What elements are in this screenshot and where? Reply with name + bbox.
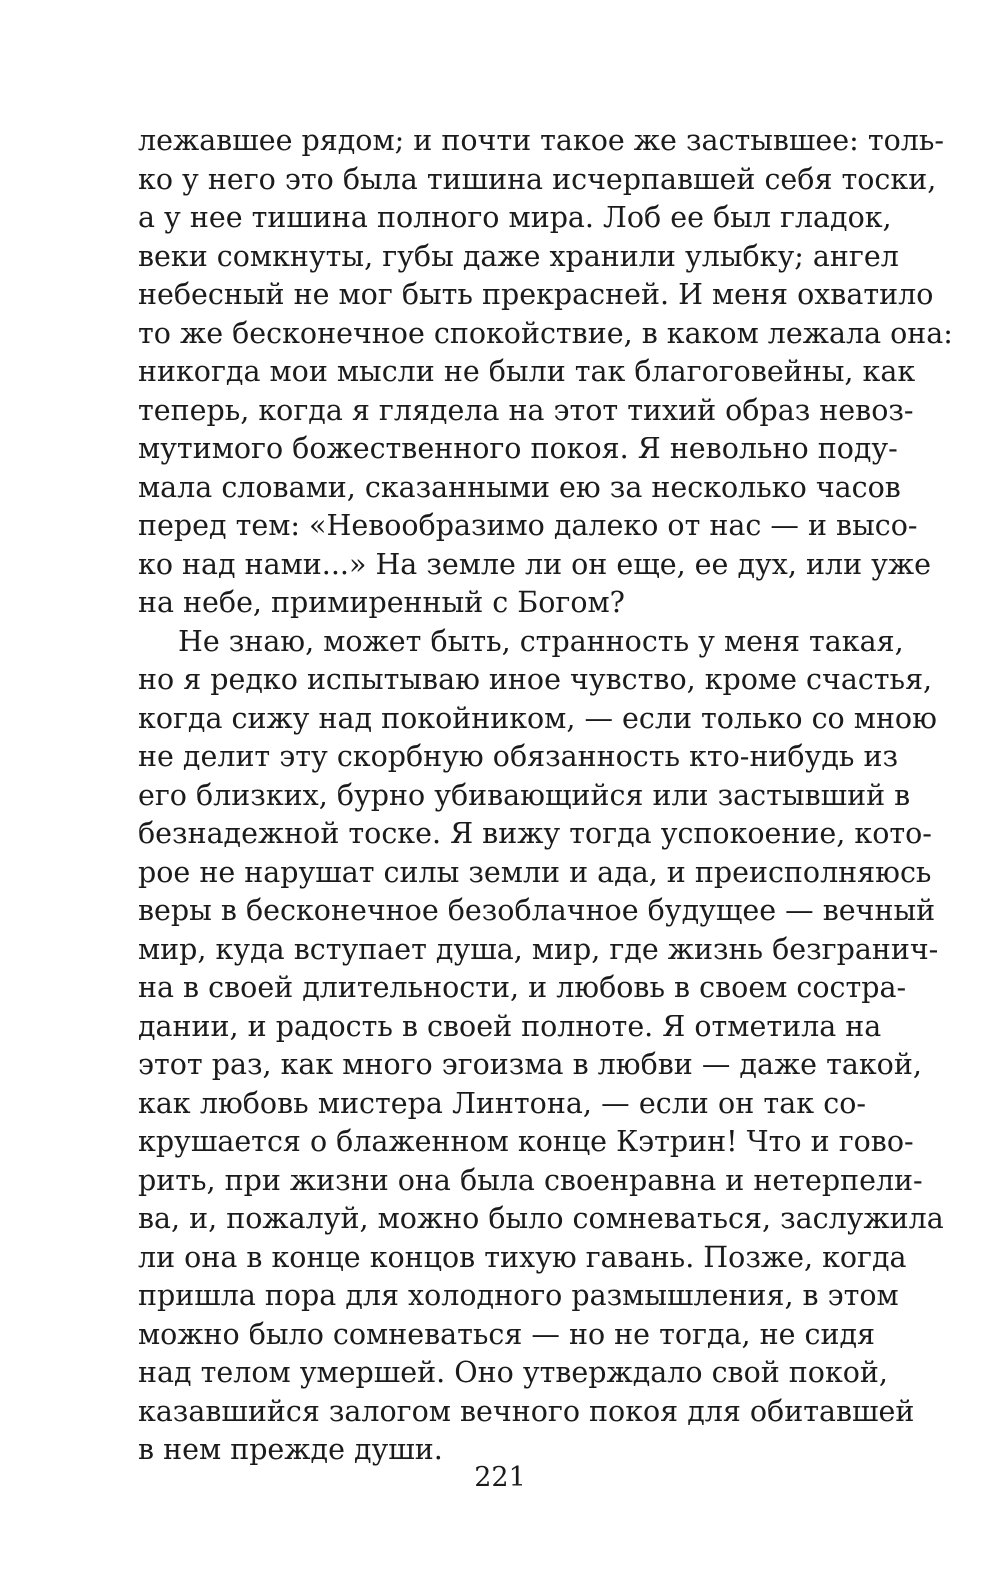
text-line: ко над нами...» На земле ли он еще, ее дух, или уже xyxy=(138,547,931,581)
text-line: не делит эту скорбную обязанность кто-нибудь из xyxy=(138,740,899,773)
text-line: его близких, бурно убивающийся или застывший в xyxy=(138,778,911,812)
text-line: в нем прежде души. xyxy=(138,1433,443,1466)
text-line: ко у него это была тишина исчерпавшей себя тоски, xyxy=(138,162,937,196)
text-line: пришла пора для холодного размышления, в этом xyxy=(138,1279,899,1312)
text-line: мала словами, сказанными ею за несколько часов xyxy=(138,470,901,504)
text-line: но я редко испытываю иное чувство, кроме счастья, xyxy=(138,663,933,696)
text-line: рое не нарушат силы земли и ада, и преисполняюсь xyxy=(138,855,932,889)
text-line: ва, и, пожалуй, можно было сомневаться, заслужила xyxy=(138,1202,944,1235)
text-line: то же бесконечное спокойствие, в каком лежала она: xyxy=(138,316,953,350)
text-line: когда сижу над покойником, — если только со мною xyxy=(138,701,937,735)
text-line: веки сомкнуты, губы даже хранили улыбку; ангел xyxy=(138,239,899,273)
text-line: как любовь мистера Линтона, — если он так со- xyxy=(138,1086,866,1120)
text-line: веры в бесконечное безоблачное будущее — вечный xyxy=(138,894,936,927)
text-line: рить, при жизни она была своенравна и нетерпели- xyxy=(138,1163,923,1197)
text-line: лежавшее рядом; и почти такое же застывшее: толь- xyxy=(138,124,945,157)
text-line: мутимого божественного покоя. Я невольно поду- xyxy=(138,432,898,465)
text-line: казавшийся залогом вечного покоя для обитавшей xyxy=(138,1394,915,1428)
text-line: дании, и радость в своей полноте. Я отметила на xyxy=(138,1009,882,1043)
paragraph xyxy=(138,623,944,1470)
text-line: теперь, когда я глядела на этот тихий образ невоз- xyxy=(138,393,914,427)
text-line: никогда мои мысли не были так благоговейны, как xyxy=(138,355,916,388)
text-line: можно было сомневаться — но не тогда, не сидя xyxy=(138,1317,876,1351)
text-line: мир, куда вступает душа, мир, где жизнь безгранич- xyxy=(138,932,939,966)
text-line: а у нее тишина полного мира. Лоб ее был гладок, xyxy=(138,201,892,234)
text-line: над телом умершей. Оно утверждало свой покой, xyxy=(138,1356,888,1389)
text-line: ли она в конце концов тихую гавань. Позже, когда xyxy=(138,1240,907,1274)
page-number: 221 xyxy=(474,1462,526,1493)
text-line: Не знаю, может быть, странность у меня такая, xyxy=(178,624,904,658)
text-line: на небе, примиренный с Богом? xyxy=(138,586,625,619)
text-line: безнадежной тоске. Я вижу тогда успокоение, кото- xyxy=(138,817,932,850)
text-line: на в своей длительности, и любовь в своем состра- xyxy=(138,971,907,1004)
body-text xyxy=(138,122,953,1470)
text-line: небесный не мог быть прекрасней. И меня охватило xyxy=(138,278,934,311)
paragraph xyxy=(138,122,953,623)
text-line: крушается о блаженном конце Кэтрин! Что и гово- xyxy=(138,1125,914,1158)
text-line: перед тем: «Невообразимо далеко от нас — и высо- xyxy=(138,509,918,542)
text-line: этот раз, как много эгоизма в любви — даже такой, xyxy=(138,1048,922,1081)
